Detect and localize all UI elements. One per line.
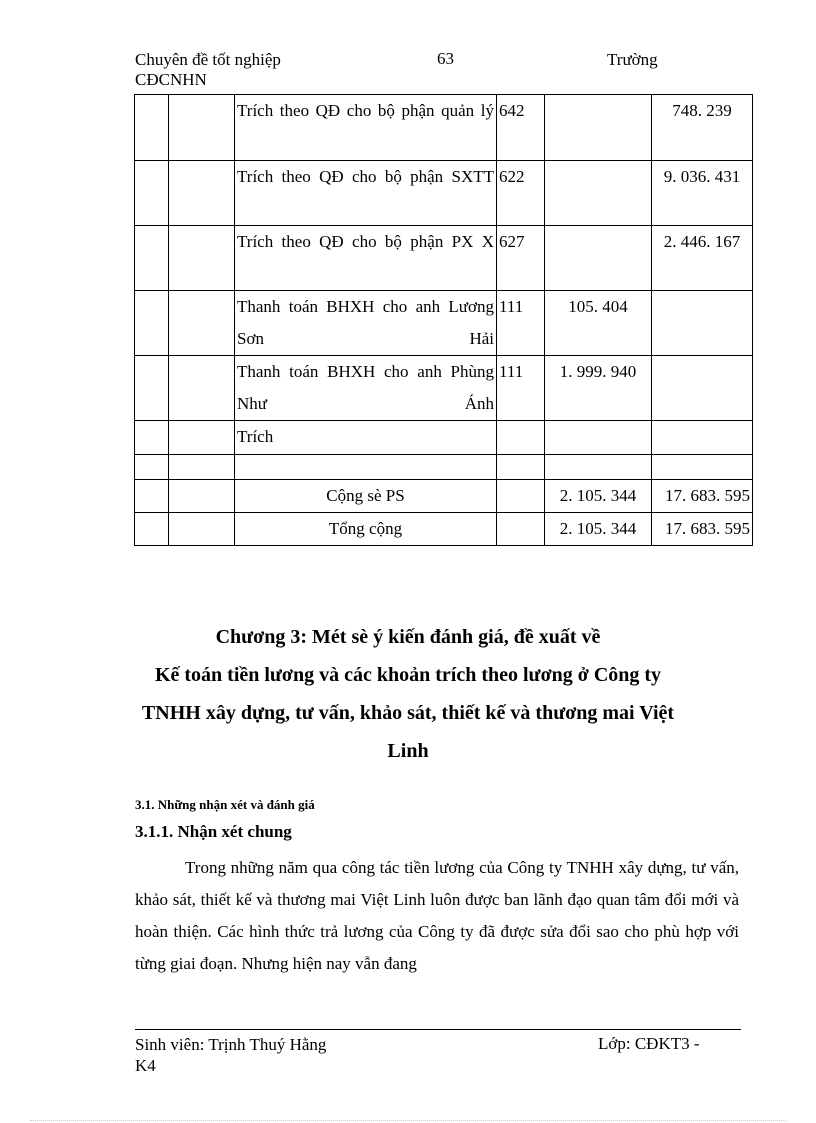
table-row — [135, 95, 753, 161]
table-cell — [169, 356, 235, 421]
row-account: 642 — [497, 95, 545, 161]
row-account: 622 — [497, 161, 545, 226]
table-cell — [135, 480, 169, 513]
page-number: 63 — [437, 49, 454, 68]
table-row — [135, 421, 753, 455]
table-row — [135, 161, 753, 226]
table-cell — [169, 455, 235, 480]
table-cell — [135, 455, 169, 480]
footer-divider — [135, 1029, 741, 1030]
table-cell — [135, 356, 169, 421]
row-credit: 9. 036. 431 — [652, 161, 753, 226]
row-account — [497, 421, 545, 455]
row-debit: 2. 105. 344 — [545, 480, 652, 513]
subsection-heading: 3.1.1. Nhận xét chung — [135, 822, 292, 841]
row-debit — [545, 161, 652, 226]
table-cell — [169, 513, 235, 546]
row-description: Thanh toán BHXH cho anh Lương Sơn Hải — [235, 291, 497, 356]
row-debit: 2. 105. 344 — [545, 513, 652, 546]
row-credit — [652, 421, 753, 455]
row-description: Trích theo QĐ cho bộ phận quản lý — [235, 95, 497, 161]
row-account: 111 — [497, 291, 545, 356]
row-debit: 1. 999. 940 — [545, 356, 652, 421]
table-cell — [135, 291, 169, 356]
section-heading: 3.1. Những nhận xét và đánh giá — [135, 797, 315, 812]
grand-total-label: Tổng cộng — [235, 513, 497, 546]
row-credit — [652, 455, 753, 480]
row-debit: 105. 404 — [545, 291, 652, 356]
footer-student: Sinh viên: Trịnh Thuý Hằng — [135, 1035, 327, 1054]
chapter-title — [120, 618, 696, 770]
chapter-title-line: Chương 3: Mét sè ý kiến đánh giá, đề xuất về — [215, 626, 601, 648]
table-cell — [169, 421, 235, 455]
body-paragraph: Trong những năm qua công tác tiền lương của Công ty TNHH xây dựng, tư vấn, khảo sát, thiết kế và thương mai Việt Linh luôn được ban lãnh đạo quan tâm đổi mới và hoàn thiện. Các hình thức trả lương của Công ty đã được sửa đổi sao cho phù hợp với từng giai đoạn. Nhưng hiện nay vẫn đang — [135, 858, 739, 973]
row-description — [235, 455, 497, 480]
row-account — [497, 480, 545, 513]
row-account: 111 — [497, 356, 545, 421]
row-debit — [545, 95, 652, 161]
row-credit — [652, 356, 753, 421]
row-debit — [545, 455, 652, 480]
row-debit — [545, 421, 652, 455]
row-description: Thanh toán BHXH cho anh Phùng Như Ánh — [235, 356, 497, 421]
row-account: 627 — [497, 226, 545, 291]
chapter-title-line: TNHH xây dựng, tư vấn, khảo sát, thiết kế và thương mai Việt — [141, 702, 675, 724]
table-row — [135, 455, 753, 480]
table-cell — [169, 226, 235, 291]
footer-class: Lớp: CĐKT3 - — [598, 1034, 700, 1053]
row-credit: 17. 683. 595 — [652, 480, 753, 513]
row-credit: 2. 446. 167 — [652, 226, 753, 291]
ledger-table — [134, 94, 753, 546]
table-row — [135, 480, 753, 513]
chapter-title-line: Kế toán tiền lương và các khoản trích theo lương ở Công ty — [154, 664, 662, 686]
table-cell — [169, 480, 235, 513]
row-credit: 748. 239 — [652, 95, 753, 161]
table-cell — [169, 291, 235, 356]
table-row — [135, 513, 753, 546]
row-description: Trích — [235, 421, 497, 455]
table-cell — [135, 95, 169, 161]
row-account — [497, 513, 545, 546]
page-bottom-divider — [30, 1120, 786, 1121]
table-row — [135, 291, 753, 356]
table-cell — [135, 513, 169, 546]
chapter-title-line: Linh — [387, 740, 429, 762]
header-school-code: CĐCNHN — [135, 70, 207, 89]
row-credit: 17. 683. 595 — [652, 513, 753, 546]
footer-class-suffix: K4 — [135, 1056, 156, 1075]
total-label: Cộng sè PS — [235, 480, 497, 513]
row-debit — [545, 226, 652, 291]
footer-left — [135, 1034, 326, 1076]
row-description: Trích theo QĐ cho bộ phận SXTT — [235, 161, 497, 226]
row-account — [497, 455, 545, 480]
table-row — [135, 356, 753, 421]
table-cell — [135, 161, 169, 226]
header-right: Trường — [607, 50, 658, 69]
header-title: Chuyên đề tốt nghiệp — [135, 50, 281, 69]
table-cell — [169, 95, 235, 161]
table-cell — [135, 421, 169, 455]
table-cell — [135, 226, 169, 291]
row-credit — [652, 291, 753, 356]
table-cell — [169, 161, 235, 226]
header-left — [135, 50, 281, 90]
row-description: Trích theo QĐ cho bộ phận PX X — [235, 226, 497, 291]
table-row — [135, 226, 753, 291]
